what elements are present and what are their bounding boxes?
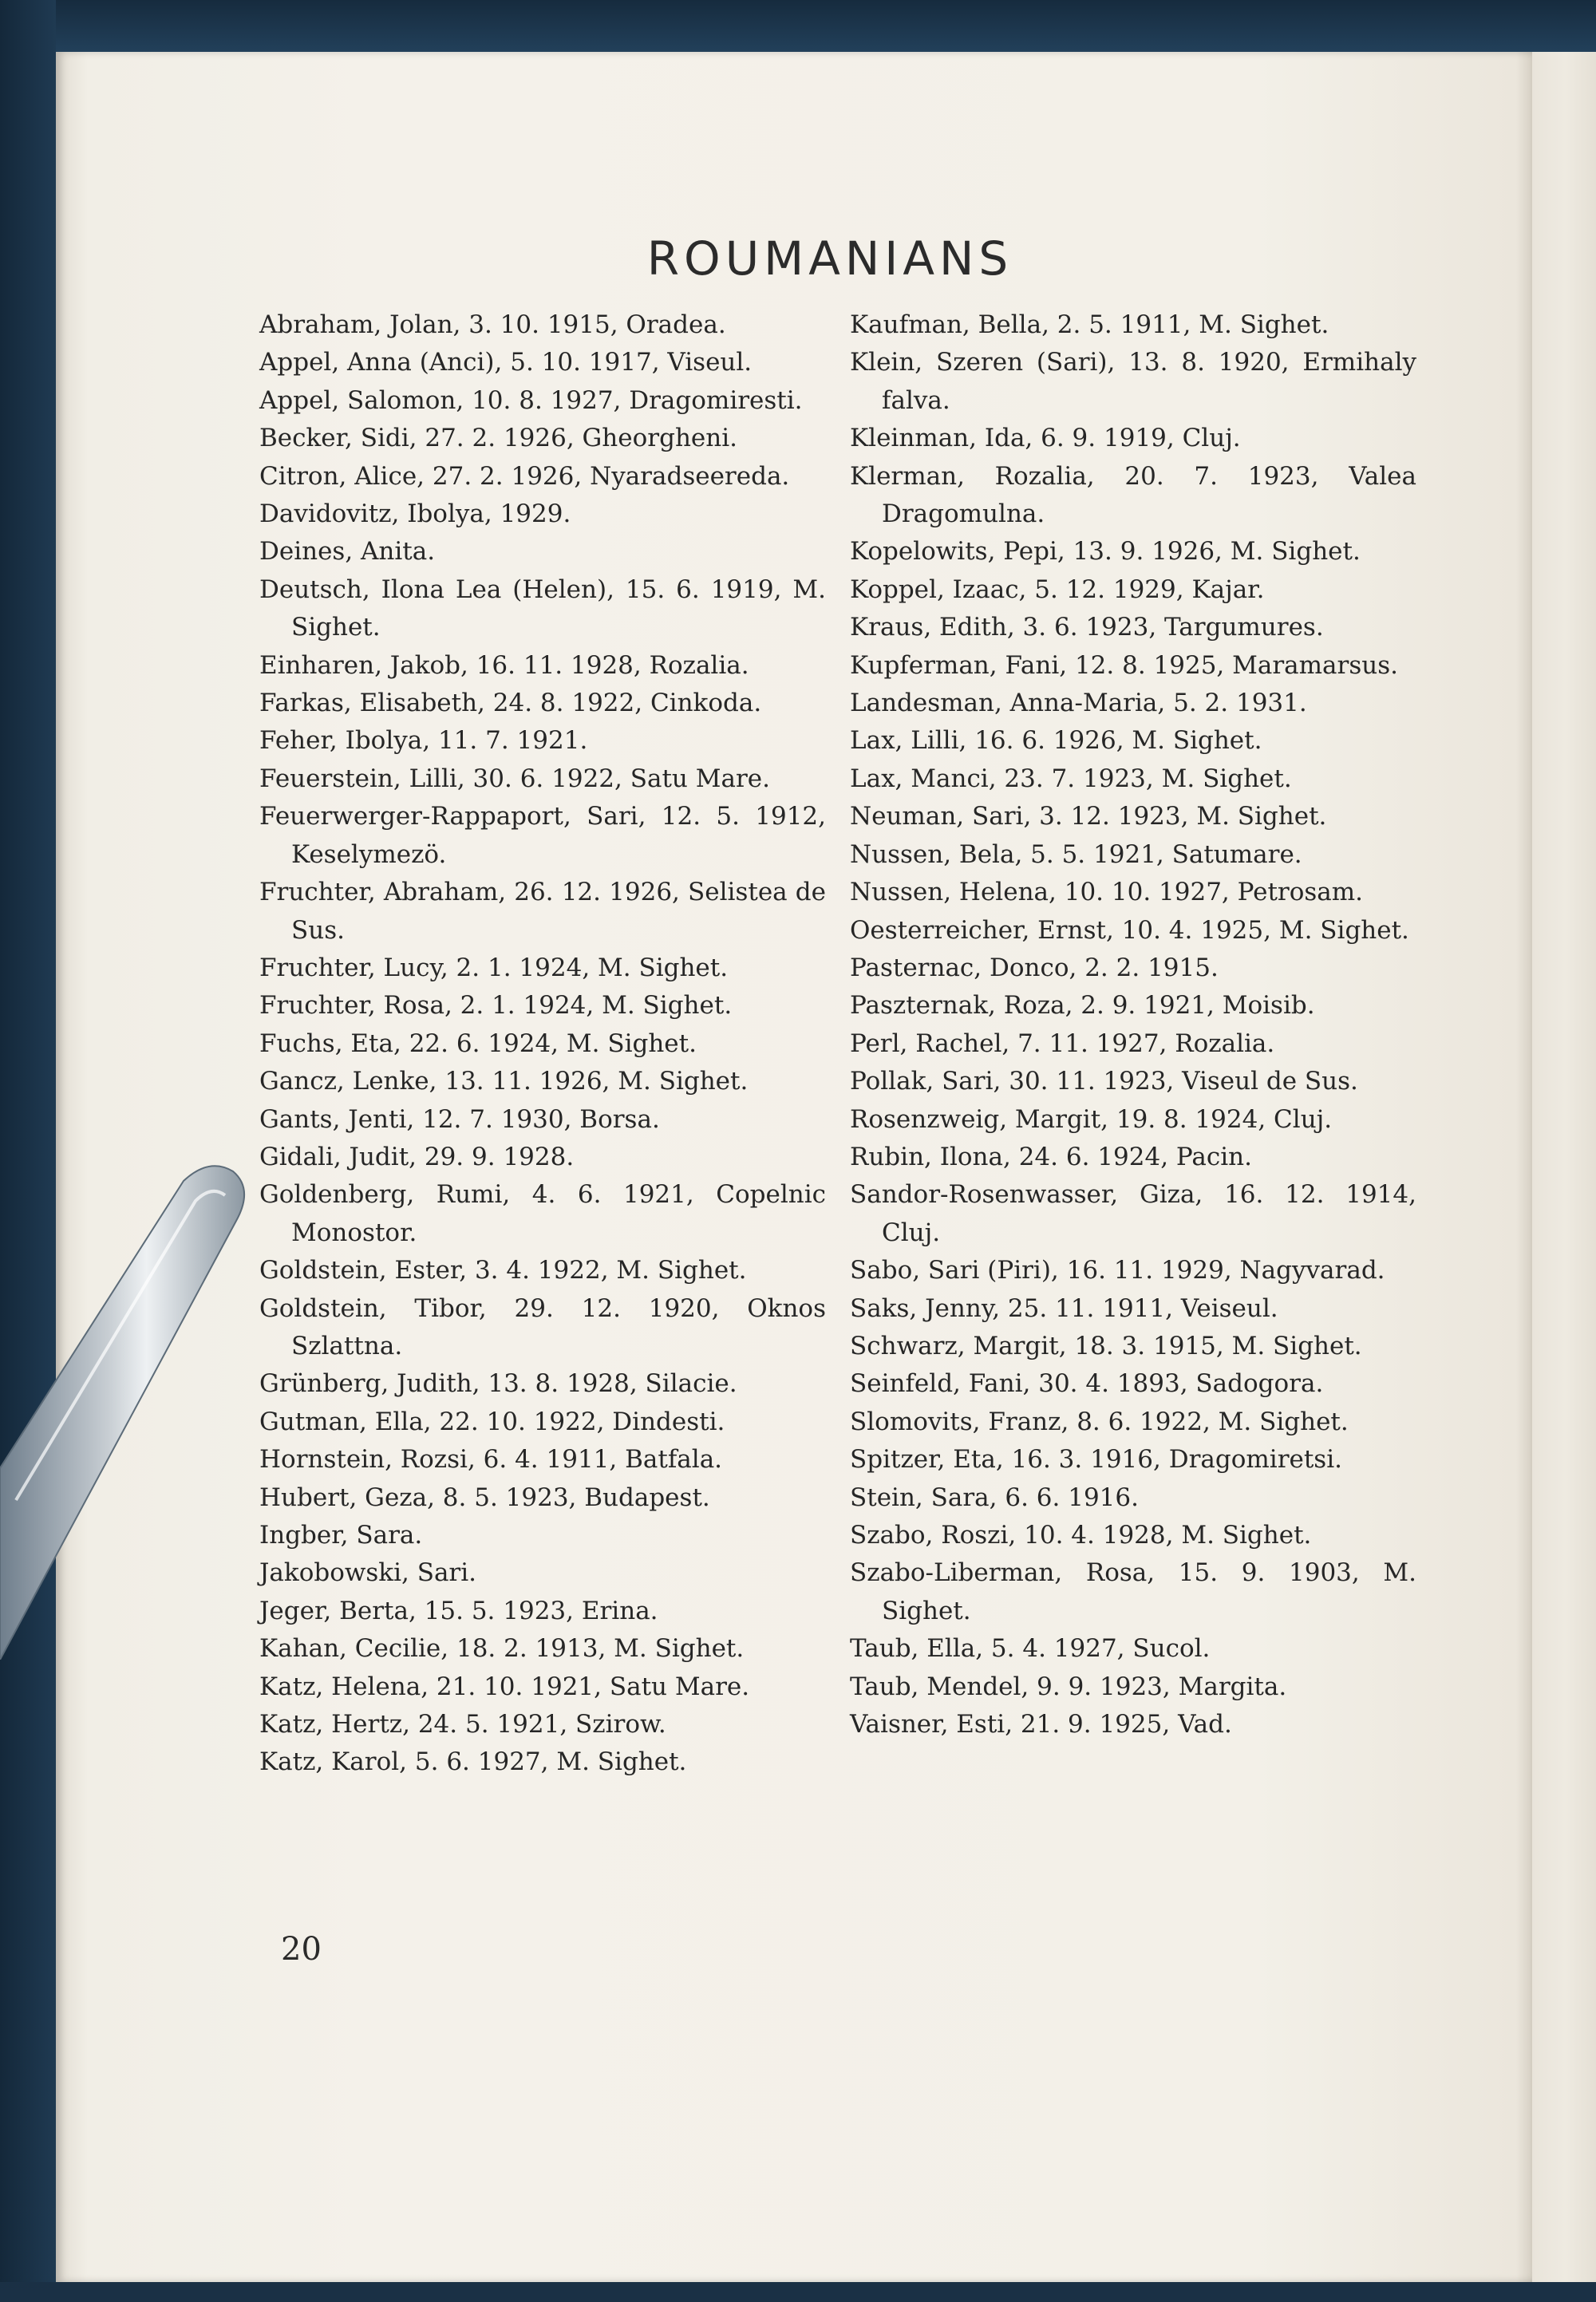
scan-background-top <box>0 0 1596 52</box>
name-entry: Sandor-Rosenwasser, Giza, 16. 12. 1914, Cluj. <box>850 1180 1416 1247</box>
name-entry: Gancz, Lenke, 13. 11. 1926, M. Sighet. <box>259 1067 749 1096</box>
name-entry: Feuerwerger-Rappaport, Sari, 12. 5. 1912, Keselymezö. <box>259 802 826 869</box>
name-entry: Nussen, Helena, 10. 10. 1927, Petrosam. <box>850 878 1364 907</box>
name-entry: Jakobowski, Sari. <box>259 1558 477 1588</box>
name-entry: Grünberg, Judith, 13. 8. 1928, Silacie. <box>259 1369 737 1399</box>
name-entry: Sabo, Sari (Piri), 16. 11. 1929, Nagyvarad. <box>850 1256 1385 1285</box>
name-entry: Schwarz, Margit, 18. 3. 1915, M. Sighet. <box>850 1331 1362 1360</box>
name-entry: Kraus, Edith, 3. 6. 1923, Targumures. <box>850 613 1324 642</box>
names-column-left <box>259 306 826 1782</box>
name-entry: Kopelowits, Pepi, 13. 9. 1926, M. Sighet. <box>850 537 1361 567</box>
scan-background-left <box>0 0 56 2302</box>
name-entry: Katz, Helena, 21. 10. 1921, Satu Mare. <box>259 1672 750 1701</box>
name-entry: Davidovitz, Ibolya, 1929. <box>259 499 571 529</box>
name-entry: Landesman, Anna-Maria, 5. 2. 1931. <box>850 689 1307 718</box>
name-entry: Fuchs, Eta, 22. 6. 1924, M. Sighet. <box>259 1029 697 1058</box>
name-entry: Goldstein, Ester, 3. 4. 1922, M. Sighet. <box>259 1256 747 1285</box>
name-entry: Appel, Salomon, 10. 8. 1927, Dragomiresti. <box>259 385 803 415</box>
name-entry: Abraham, Jolan, 3. 10. 1915, Oradea. <box>259 310 726 339</box>
name-entry: Stein, Sara, 6. 6. 1916. <box>850 1483 1139 1512</box>
name-entry: Rosenzweig, Margit, 19. 8. 1924, Cluj. <box>850 1104 1333 1134</box>
name-entry: Feher, Ibolya, 11. 7. 1921. <box>259 726 588 756</box>
name-entry: Pasternac, Donco, 2. 2. 1915. <box>850 953 1219 982</box>
name-entry: Gutman, Ella, 22. 10. 1922, Dindesti. <box>259 1407 725 1436</box>
name-entry: Gants, Jenti, 12. 7. 1930, Borsa. <box>259 1104 660 1134</box>
name-entry: Ingber, Sara. <box>259 1521 423 1550</box>
name-entry: Klein, Szeren (Sari), 13. 8. 1920, Ermihaly falva. <box>850 348 1416 415</box>
page-title: ROUMANIANS <box>646 231 1013 286</box>
name-entry: Katz, Hertz, 24. 5. 1921, Szirow. <box>259 1710 666 1739</box>
name-entry: Nussen, Bela, 5. 5. 1921, Satumare. <box>850 839 1302 869</box>
name-entry: Rubin, Ilona, 24. 6. 1924, Pacin. <box>850 1142 1252 1171</box>
name-entry: Feuerstein, Lilli, 30. 6. 1922, Satu Mare. <box>259 764 770 793</box>
name-entry: Taub, Ella, 5. 4. 1927, Sucol. <box>850 1634 1211 1664</box>
name-entry: Becker, Sidi, 27. 2. 1926, Gheorgheni. <box>259 424 737 453</box>
name-entry: Neuman, Sari, 3. 12. 1923, M. Sighet. <box>850 802 1327 831</box>
name-entry: Kupferman, Fani, 12. 8. 1925, Maramarsus. <box>850 650 1398 680</box>
name-entry: Kaufman, Bella, 2. 5. 1911, M. Sighet. <box>850 310 1329 339</box>
page-number: 20 <box>281 1931 322 1968</box>
name-entry: Deutsch, Ilona Lea (Helen), 15. 6. 1919, M. Sighet. <box>259 575 826 642</box>
name-entry: Hornstein, Rozsi, 6. 4. 1911, Batfala. <box>259 1445 723 1475</box>
name-entry: Kahan, Cecilie, 18. 2. 1913, M. Sighet. <box>259 1634 745 1664</box>
name-entry: Fruchter, Lucy, 2. 1. 1924, M. Sighet. <box>259 953 729 982</box>
name-entry: Deines, Anita. <box>259 537 436 567</box>
name-entry: Goldenberg, Rumi, 4. 6. 1921, Copelnic Monostor. <box>259 1180 826 1247</box>
name-entry: Pollak, Sari, 30. 11. 1923, Viseul de Sus. <box>850 1067 1358 1096</box>
name-entry: Gidali, Judit, 29. 9. 1928. <box>259 1142 575 1171</box>
name-entry: Fruchter, Rosa, 2. 1. 1924, M. Sighet. <box>259 991 733 1021</box>
name-entry: Citron, Alice, 27. 2. 1926, Nyaradseereda. <box>259 461 790 491</box>
name-entry: Farkas, Elisabeth, 24. 8. 1922, Cinkoda. <box>259 689 762 718</box>
name-entry: Paszternak, Roza, 2. 9. 1921, Moisib. <box>850 991 1315 1021</box>
name-entry: Einharen, Jakob, 16. 11. 1928, Rozalia. <box>259 650 749 680</box>
name-entry: Lax, Manci, 23. 7. 1923, M. Sighet. <box>850 764 1292 793</box>
name-entry: Seinfeld, Fani, 30. 4. 1893, Sadogora. <box>850 1369 1324 1399</box>
name-entry: Lax, Lilli, 16. 6. 1926, M. Sighet. <box>850 726 1262 756</box>
name-entry: Taub, Mendel, 9. 9. 1923, Margita. <box>850 1672 1287 1701</box>
name-entry: Katz, Karol, 5. 6. 1927, M. Sighet. <box>259 1747 687 1777</box>
name-entry: Koppel, Izaac, 5. 12. 1929, Kajar. <box>850 575 1265 604</box>
scan-background-bottom <box>0 2282 1596 2302</box>
name-entry: Hubert, Geza, 8. 5. 1923, Budapest. <box>259 1483 710 1512</box>
name-entry: Goldstein, Tibor, 29. 12. 1920, Oknos Szlattna. <box>259 1293 826 1360</box>
name-entry: Szabo, Roszi, 10. 4. 1928, M. Sighet. <box>850 1521 1312 1550</box>
name-entry: Perl, Rachel, 7. 11. 1927, Rozalia. <box>850 1029 1275 1058</box>
names-column-right <box>850 306 1416 1743</box>
name-entry: Oesterreicher, Ernst, 10. 4. 1925, M. Sighet. <box>850 915 1409 945</box>
name-entry: Klerman, Rozalia, 20. 7. 1923, Valea Dragomulna. <box>850 461 1416 529</box>
name-entry: Fruchter, Abraham, 26. 12. 1926, Selistea de Sus. <box>259 878 826 945</box>
name-entry: Szabo-Liberman, Rosa, 15. 9. 1903, M. Sighet. <box>850 1558 1416 1625</box>
name-entry: Vaisner, Esti, 21. 9. 1925, Vad. <box>850 1710 1232 1739</box>
name-entry: Jeger, Berta, 15. 5. 1923, Erina. <box>259 1596 658 1625</box>
name-entry: Slomovits, Franz, 8. 6. 1922, M. Sighet. <box>850 1407 1349 1436</box>
name-entry: Appel, Anna (Anci), 5. 10. 1917, Viseul. <box>259 348 753 377</box>
name-entry: Spitzer, Eta, 16. 3. 1916, Dragomiretsi. <box>850 1445 1342 1475</box>
name-entry: Saks, Jenny, 25. 11. 1911, Veiseul. <box>850 1293 1278 1323</box>
name-entry: Kleinman, Ida, 6. 9. 1919, Cluj. <box>850 424 1241 453</box>
